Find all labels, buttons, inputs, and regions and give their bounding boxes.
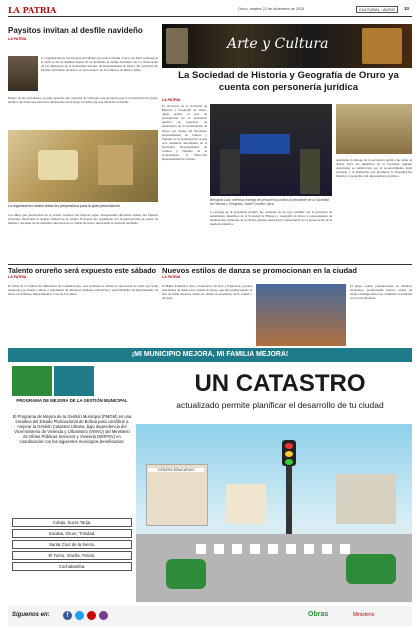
arte-photo-2 [336, 104, 412, 154]
story-continued: Los niños que participaron en el evento, lucieron sus mejores trajes, interpretando diferentes danzas del folklore boliviano, mostrando la riqueza cultural de la ciudad. El evento fue organizado con la participación de padres de familia y docentes de las unidades educativas de la ciudad de Oruro, destacando la tradición navideña. [8, 213, 158, 226]
page-number: 10 [404, 6, 410, 11]
ad-footer [8, 606, 412, 626]
building-sign: CENTRO EDUCATIVO [148, 468, 204, 472]
ad-slogan: ¡MI MUNICIPIO MEJORA, MI FAMILIA MEJORA! [131, 351, 289, 358]
page-header [8, 4, 412, 16]
program-logo [12, 366, 132, 411]
municipality-list [12, 518, 132, 573]
arte-banner [162, 24, 412, 68]
ministry-logo: Ministerio [353, 612, 375, 618]
story-body: Dentro de las actividades, se pudo apreciar una caravana de vehículos que sirvieron para la presentación del grupo artístico que tiene una estructura del Pesebre en su hogar los niños que son invitados al desfile. [8, 96, 158, 105]
instagram-icon[interactable] [99, 611, 108, 620]
arte-body: El directorio de la Sociedad de Historia y Geografía de Oruro, quien recibió el acto de presentación de la personería jurídica en presencia de autoridades de la Gobernación de Oruro, por medio del Secretario Departamental de Cultura y Turismo de la Gobernación. A este acto asistieron autoridades de la Secretaría Departamental de Cultura y Turismo de la Gobernación, la Dirección Departamental de Cultura. [162, 104, 207, 162]
arte-source: LA PATRIA [162, 98, 181, 102]
arte-body-3: Asimismo la entrega de la personería jurídica fue tema de debate entre los miembros de la Sociedad, quienes expresaron su satisfacción por el reconocimiento legal otorgado a la institución que promueve la investigación histórica y geográfica del departamento de Oruro. [336, 158, 412, 179]
municipality-item: Santa Cruz de la Sierra, [12, 540, 132, 549]
story-paysitos [8, 18, 158, 263]
arte-title: La Sociedad de Historia y Geografía de Oruro ya cuenta con personería jurídica [178, 70, 399, 93]
arte-body-2: La entrega de la personería jurídica fue realizada en un acto solemne con la presencia de autoridades, miembros de la Sociedad de Historia y Geografía de Oruro y representantes de instituciones culturales de la ciudad, quienes destacaron la importancia de la preservación de la memoria histórica. [210, 210, 332, 227]
story-caption: La organización realizó todos los preparativos para la gran presentación. [8, 204, 121, 208]
date-line: Oruro, martes 22 de diciembre de 2015 [238, 7, 305, 11]
story-lead: La organización de los Paysitos del Mundo (la Gran Cofradía 'Cruce con Dios' realizará en el salón el día de mañana martes 22 de diciembre el desfile navideño con la colaboración de los danzarines de la fraternidad Antonio de Departamental de Oruro. En actividad del Pesebre del Pueblo de Oruro, el cual contará con la comparsa de niños y niñas. [41, 56, 158, 73]
municipality-item: Cobija, Sucre,Tarija, [12, 518, 132, 527]
danza-photo [256, 284, 346, 346]
municipality-item: El Torno, Viacha, Potosí, [12, 551, 132, 560]
story-danza [162, 266, 412, 346]
program-label: PROGRAMA DE MEJORA DE LA GESTIÓN MUNICIPAL [16, 398, 128, 403]
story-talento [8, 266, 158, 346]
twitter-icon[interactable] [75, 611, 84, 620]
ad-subline: actualizado permite planificar el desarrollo de tu ciudad [176, 400, 384, 410]
youtube-icon[interactable] [87, 611, 96, 620]
ad-slogan-bar [8, 348, 412, 362]
ad-headline: UN CATASTRO [194, 370, 366, 397]
city-illustration [136, 424, 412, 602]
talento-title: Talento orureño será expuesto este sábado [8, 266, 157, 275]
facebook-icon[interactable]: f [63, 611, 72, 620]
program-description: El Programa de Mejora de la Gestión Municipal (PMGM) es una iniciativa del Estado Plurinacional de Bolivia para contribuir a mejorar la Gestión Catastral Urbana, bajo dependencia del Viceministerio de Vivienda y Urbanismo (VMVU) del Ministerio de Obras Públicas Servicios y Vivienda (MOPSV) en coordinación con los siguientes municipios beneficiarios: [12, 414, 132, 444]
danza-body: El Ballet Folklórico Arte y Expresión con Arte y Expresión, jóvenes estudiantes de danza en la ciudad de Oruro, que han promocionado el arte de bailar diversos estilos de danza en escenarios de la ciudad y del país. [162, 284, 252, 301]
story-photo-large [8, 130, 158, 202]
arte-article [162, 98, 412, 263]
municipality-item: Cochabamba. [12, 562, 132, 571]
arte-photo [210, 104, 332, 196]
section-rule-1 [8, 264, 412, 265]
danza-title: Nuevos estilos de danza se promocionan en la ciudad [162, 266, 357, 275]
header-rule [8, 16, 412, 17]
obras-logo: Obras [308, 611, 329, 618]
arte-caption: Bernardo Lara, mientras entrega de personería jurídica al presidente de la Sociedad de Historia y Geografía, Jaime Cordero Vaca. [210, 198, 329, 206]
story-title: Paysitos invitan al desfile navideño [8, 26, 143, 35]
danza-source: LA PATRIA [162, 275, 181, 279]
newspaper-logo: LA PATRIA [8, 5, 57, 15]
talento-body: El Salón de la Cultura del Ministerio de Comunicación, será realizado el sábado la exposición de obras que serán expuestas por artistas, talleres y estudiantes de diferentes unidades educativas y especialidades del Departamento de Oruro en el Museo Departamental, Casa de la Cultura. [8, 284, 158, 297]
talento-source: LA PATRIA [8, 275, 27, 279]
catastro-ad [8, 348, 412, 626]
municipality-item: Sacaba, Oruro, Trinidad, [12, 529, 132, 538]
follow-label: Síguenos en: [12, 612, 50, 618]
section-label: CULTURAL - AVISO [356, 6, 398, 13]
danza-body-2: El grupo realiza presentaciones en distintos escenarios, promoviendo nuevos estilos de danza contemporánea que combinan la tradición con el arte moderno. [350, 284, 412, 301]
story-source: LA PATRIA [8, 37, 27, 41]
arte-banner-title: Arte y Cultura [227, 36, 329, 52]
story-photo [8, 56, 38, 91]
